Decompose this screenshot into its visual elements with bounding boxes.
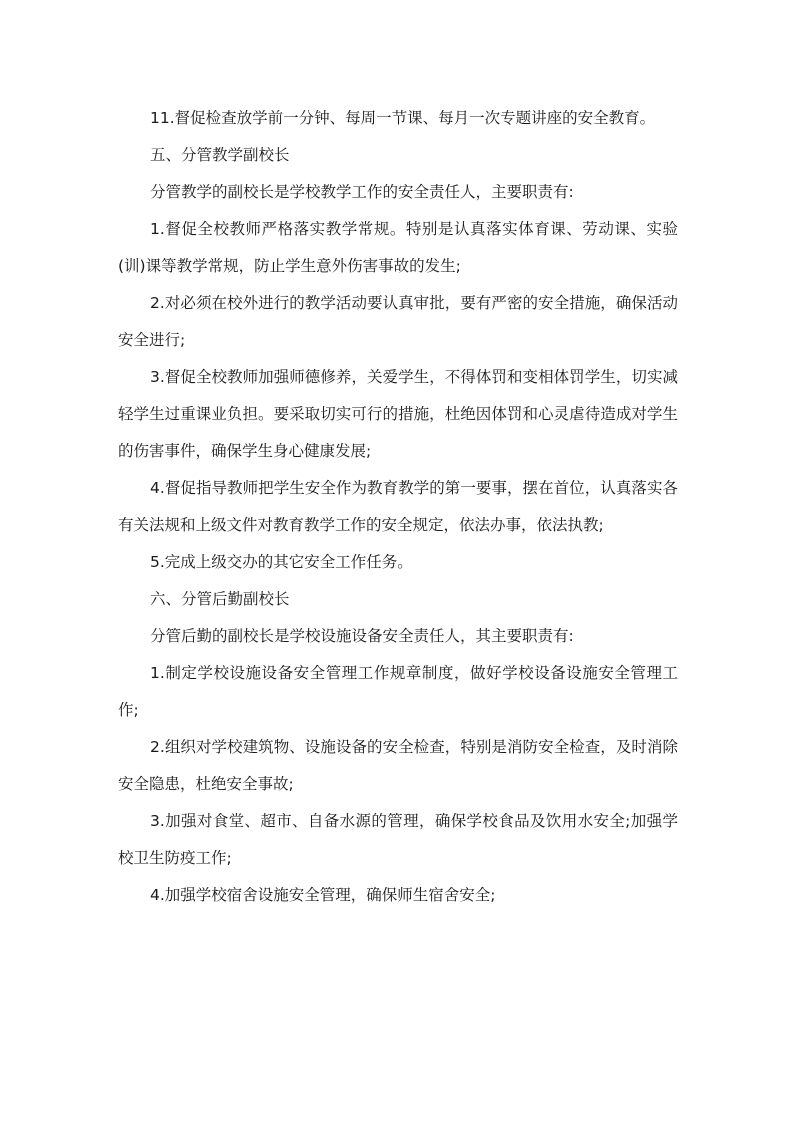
document-page [118,100,678,914]
section-heading-logistics: 六、分管后勤副校长 [150,590,290,608]
paragraph-item-teaching-1: 1.督促全校教师严格落实教学常规。特别是认真落实体育课、劳动课、实验(训)课等教学常规，防止学生意外伤害事故的发生; [118,220,678,275]
paragraph-intro-teaching: 分管教学的副校长是学校教学工作的安全责任人，主要职责有: [150,183,574,201]
paragraph-item-teaching-3: 3.督促全校教师加强师德修养，关爱学生，不得体罚和变相体罚学生，切实减轻学生过重课业负担。要采取切实可行的措施，杜绝因体罚和心灵虐待造成对学生的伤害事件，确保学生身心健康发展; [118,368,678,460]
section-heading-teaching: 五、分管教学副校长 [150,146,290,164]
paragraph-item-11: 11.督促检查放学前一分钟、每周一节课、每月一次专题讲座的安全教育。 [150,109,656,127]
paragraph-intro-logistics: 分管后勤的副校长是学校设施设备安全责任人，其主要职责有: [150,627,574,645]
paragraph-item-logistics-4: 4.加强学校宿舍设施安全管理，确保师生宿舍安全; [150,886,496,904]
paragraph-item-teaching-2: 2.对必须在校外进行的教学活动要认真审批，要有严密的安全措施，确保活动安全进行; [118,294,678,349]
paragraph-item-logistics-1: 1.制定学校设施设备安全管理工作规章制度，做好学校设备设施安全管理工作; [118,664,678,719]
paragraph-item-teaching-4: 4.督促指导教师把学生安全作为教育教学的第一要事，摆在首位，认真落实各有关法规和上级文件对教育教学工作的安全规定，依法办事，依法执教; [118,479,678,534]
paragraph-item-teaching-5: 5.完成上级交办的其它安全工作任务。 [150,553,413,571]
paragraph-item-logistics-3: 3.加强对食堂、超市、自备水源的管理，确保学校食品及饮用水安全;加强学校卫生防疫工作; [118,812,678,867]
paragraph-item-logistics-2: 2.组织对学校建筑物、设施设备的安全检查，特别是消防安全检查，及时消除安全隐患，杜绝安全事故; [118,738,678,793]
